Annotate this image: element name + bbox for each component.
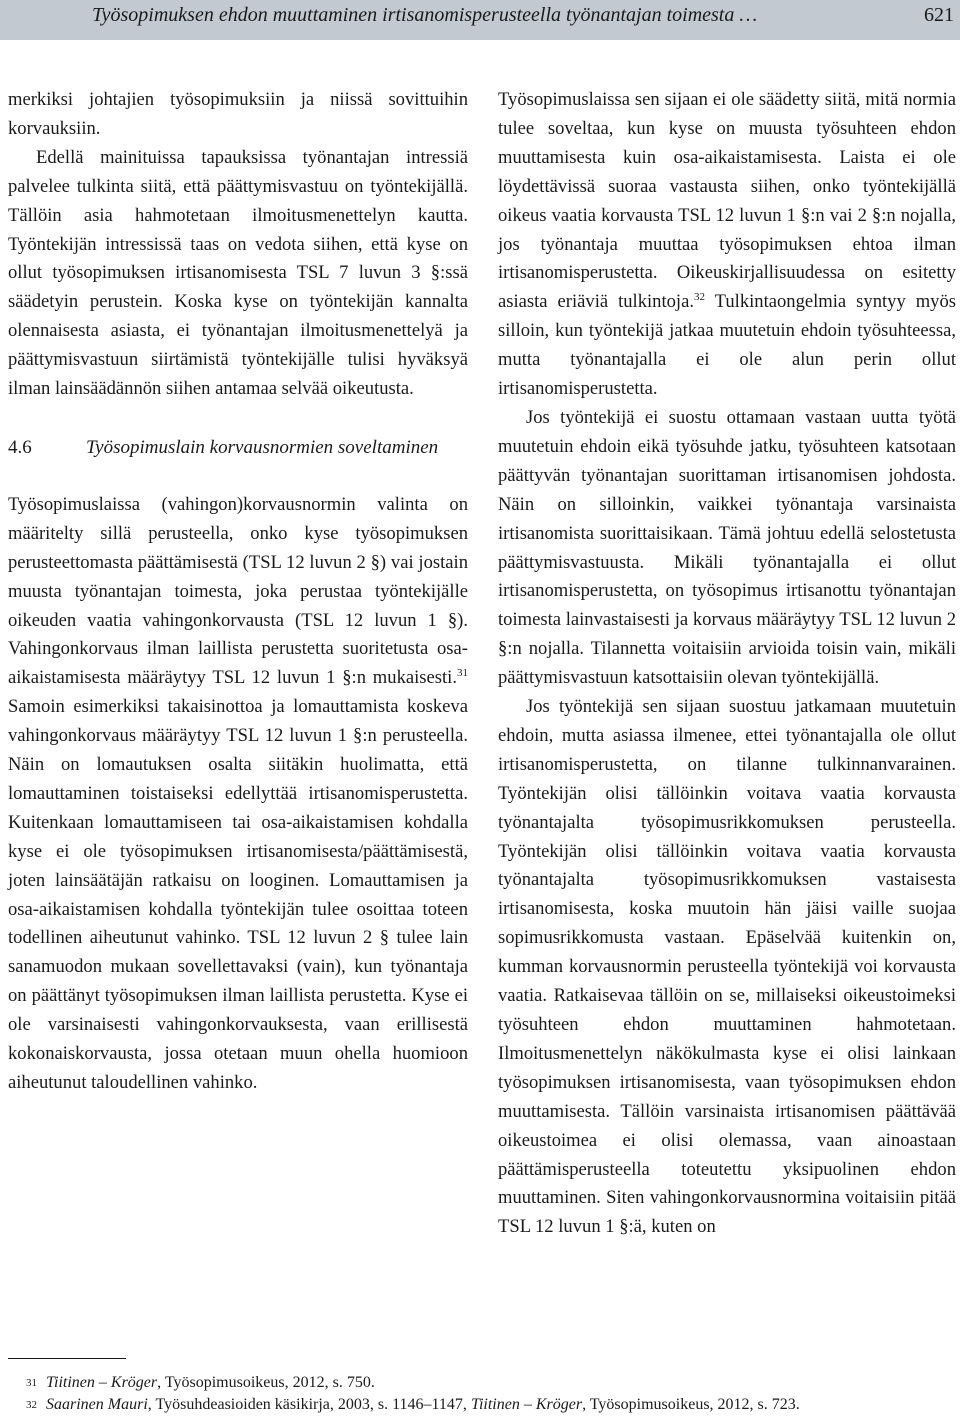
left-column	[8, 86, 468, 1098]
paragraph: Jos työntekijä sen sijaan suostuu jatkamaan muutetuin ehdoin, mutta asiassa ilmenee, ettei työnantajalla ole ollut irtisanomisperustetta, on tilanne tulkinnanvarainen. Työntekijän olisi tällöinkin voitava vaatia korvausta työnantajalta työsopimusrikkomuksen perusteella. Työntekijän olisi tällöinkin voitava vaatia korvausta työnantajalta työsopimusrikkomuksen vastaisesta irtisanomisesta, koska muutoin hän jäisi vaille suojaa sopimusrikkomusta vastaan. Epäselvää kuitenkin on, kumman korvausnormin perusteella työntekijä voi korvausta vaatia. Ratkaisevaa tällöin on se, millaiseksi oikeustoimeksi työsuhteen ehdon muuttaminen hahmotetaan. Ilmoitusmenettelyn näkökulmasta kyse ei olisi lainkaan työsopimuksen irtisanomisesta, vaan työsopimuksen ehdon muuttamisesta. Tällöin varsinaista irtisanomisen päättävää oikeustoimea ei olisi olemassa, vaan ainoastaan päättämisperusteella toteutettu yksipuolinen ehdon muuttaminen. Siten vahingonkorvausnormina voitaisiin pitää TSL 12 luvun 1 §:ä, kuten on	[498, 696, 956, 1238]
paragraph-text: Tulkintaongelmia syntyy myös silloin, kun työntekijä jatkaa muutetuin ehdoin työsuhteessa, mutta työnantajalla ei ole alun perin ollut irtisanomisperustetta.	[498, 291, 957, 400]
footnotes	[26, 1372, 956, 1416]
footnote-text: , Työsuhdeasioiden käsikirja, 2003, s. 1146–1147,	[147, 1396, 471, 1413]
paragraph	[498, 86, 956, 404]
paragraph-text: Samoin esimerkiksi takaisinottoa ja lomauttamista koskeva vahingonkorvaus määräytyy TSL 12 luvun 1 §:n perusteella. Näin on lomautuksen osalta siitäkin huolimatta, että lomauttaminen toistaiseksi edellyttää irtisanomisperustetta. Kuitenkaan lomauttamiseen tai osa-aikaistamisen kohdalla kyse ei ole työsopimuksen irtisanomisesta/päättämisestä, joten lainsäätäjän ratkaisu on looginen. Lomauttamisen ja osa-aikaistamisen kohdalla työntekijän tulee osoittaa toteen todellinen aiheutunut vahinko. TSL 12 luvun 2 § tulee lain sanamuodon mukaan sovellettavaksi (vain), kun työnantaja on päättänyt työsopimuksen ilman laillista perustetta. Kyse ei ole varsinaisesti vahingonkorvauksesta, vaan erillisestä kokonaiskorvausta, jossa otetaan muun ohella huomioon aiheutunut taloudellinen vahinko.	[8, 696, 468, 1093]
footnote-ref[interactable]: 32	[694, 291, 706, 304]
running-title: Työsopimuksen ehdon muuttaminen irtisanomisperusteella työnantajan toimesta …	[92, 4, 758, 26]
footnote-author: Saarinen Mauri	[46, 1396, 148, 1413]
section-title: Työsopimuslain korvausnormien soveltaminen	[86, 436, 439, 458]
footnote-text: , Työsopimusoikeus, 2012, s. 750.	[157, 1374, 375, 1391]
paragraph	[8, 491, 468, 1098]
paragraph-text: Työsopimuslaissa sen sijaan ei ole säädetty siitä, mitä normia tulee soveltaa, kun kyse on muusta työsuhteen ehdon muuttamisesta kuin osa-aikaistamisesta. Laista ei ole löydettävissä suoraa vastausta siihen, onko työntekijällä oikeus vaatia korvausta TSL 12 luvun 1 §:n vai 2 §:n nojalla, jos työnantaja muuttaa työsopimuksen ehtoa ilman irtisanomisperustetta. Oikeuskirjallisuudessa on esitetty asiasta eriäviä tulkintoja.	[498, 89, 956, 313]
footnote-ref[interactable]: 31	[457, 667, 468, 680]
section-number: 4.6	[8, 436, 32, 458]
footnote-author: Tiitinen – Kröger	[46, 1374, 158, 1391]
paragraph: Jos työntekijä ei suostu ottamaan vastaan uutta työtä muutetuin ehdoin eikä työsuhde jatku, työsuhteen katsotaan päättyvän työnantajan suorittaman irtisanomisen johdosta. Näin on silloinkin, vaikkei työnantaja varsinaista irtisanomista suorittaisikaan. Tämä johtuu edellä selostetusta päättymisvastuusta. Mikäli työnantajalla ei ollut irtisanomisperustetta, on työsopimus irtisanottu työnantajan toimesta lainvastaisesti ja korvaus määräytyy TSL 12 luvun 2 §:n nojalla. Tilannetta voitaisiin arvioida toisin vain, mikäli päättymisvastuun katsottaisiin olevan työntekijällä.	[498, 406, 956, 689]
footnote-divider	[8, 1358, 126, 1359]
footnote	[26, 1394, 956, 1416]
footnote-author: Tiitinen – Kröger	[470, 1396, 583, 1413]
page-number: 621	[924, 4, 954, 26]
right-column	[498, 86, 956, 1242]
section-heading	[8, 434, 468, 463]
footnote-number: 31	[26, 1377, 37, 1389]
paragraph: Edellä mainituissa tapauksissa työnantajan intressiä palvelee tulkinta siitä, että päättymisvastuu on työntekijällä. Tällöin asia hahmotetaan ilmoitusmenettelyn kautta. Työntekijän intressissä taas on vedota siihen, että kyse on ollut työsopimuksen irtisanomisesta TSL 7 luvun 3 §:ssä säädetyin perustein. Koska kyse on työntekijän kannalta olennaisesta asiasta, ei työnantajan ilmoitusmenettelyä ja päättymisvastuun siirtämistä työntekijälle tulisi hyväksyä ilman lainsäädännön siihen antamaa selvää oikeutusta.	[8, 146, 468, 400]
footnote-text: , Työsopimusoikeus, 2012, s. 723.	[582, 1396, 800, 1413]
paragraph: merkiksi johtajien työsopimuksiin ja niissä sovittuihin korvauksiin.	[8, 89, 468, 139]
footnote-number: 32	[26, 1399, 37, 1411]
paragraph-text: Työsopimuslaissa (vahingon)korvausnormin valinta on määritelty sillä perusteella, onko kyse työsopimuksen perusteettomasta päättämisestä (TSL 12 luvun 2 §) vai jostain muusta työnantajan toimesta, joka perustaa työntekijälle oikeuden vaatia vahingonkorvausta (TSL 12 luvun 1 §). Vahingonkorvaus ilman laillista perustetta suoritetusta osa-aikaistamisesta määräytyy TSL 12 luvun 1 §:n mukaisesti.	[8, 493, 468, 689]
footnote	[26, 1372, 956, 1394]
running-header	[0, 0, 960, 40]
